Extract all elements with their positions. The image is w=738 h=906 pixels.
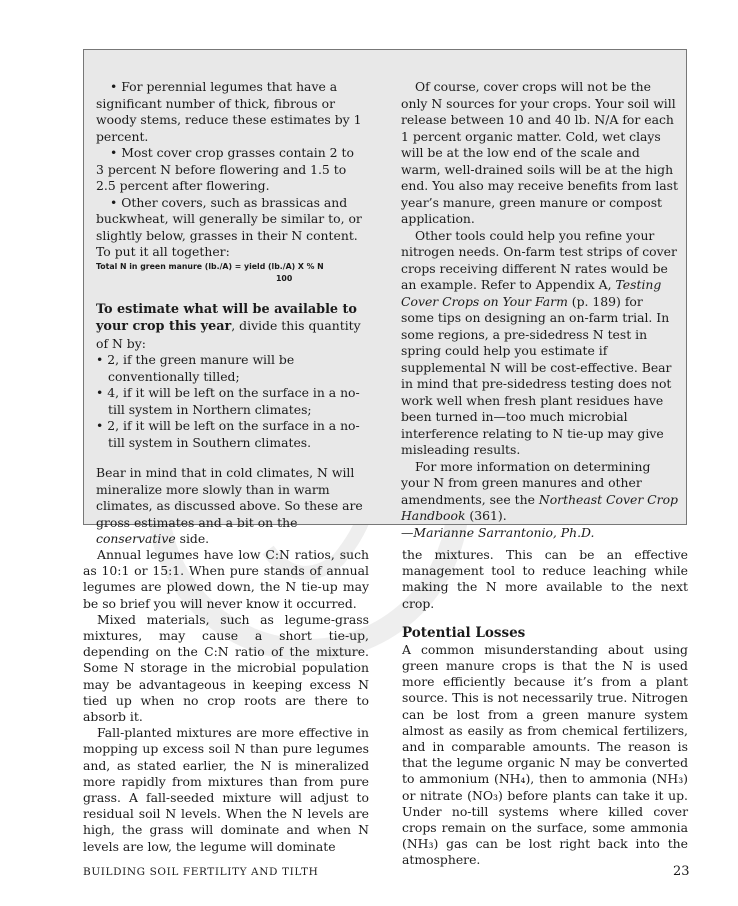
body-paragraph: the mixtures. This can be an effective management tool to reduce leaching while making the N more available to the next crop. bbox=[402, 547, 688, 611]
author-name: —Marianne Sarrantonio, Ph.D. bbox=[401, 524, 595, 540]
handbook-title: Northeast Cover Crop Handbook bbox=[401, 491, 678, 523]
body-paragraph: Fall-planted mixtures are more effective in mopping up excess soil N than pure legumes and, as stated earlier, the N is mineralized more rapidly from mixtures than from pure grass. A fall-seeded mixture will adjust to residual soil N levels. When the N levels are high, the grass will dominate and when N levels are low, the legume will dominate bbox=[83, 725, 369, 854]
formula-numerator: Total N in green manure (lb./A) = yield (lb./A) X % N bbox=[96, 261, 324, 271]
sidebar-paragraph: Of course, cover crops will not be the only N sources for your crops. Your soil will release between 10 and 40 lb. N/A for each 1 percent organic matter. Cold, wet clays will be at the low end of the scale and warm, well-drained soils will be at the high end. You also may receive benefits from last year’s manure, green manure or compost application. bbox=[401, 79, 679, 226]
closing-emphasis: conservative bbox=[96, 531, 176, 546]
closing-text: Bear in mind that in cold climates, N will mineralize more slowly than in warm climates, as discussed above. So these are gross estimates and a bit on the bbox=[96, 465, 363, 530]
estimate-rest: , divide this quantity of N by: bbox=[96, 318, 361, 351]
paragraph-text: (p. 189) for some tips on designing an on-farm trial. In some regions, a pre-sidedress N test in spring could help you estimate if supplemental N will be cost-effective. Bear in mind that pre-sidedress testing does not work well when fresh plant residues have been turned in—too much microbial interference relating to N tie-up may give misleading results. bbox=[401, 293, 672, 457]
sidebar-paragraph: • For perennial legumes that have a significant number of thick, fibrous or woody stems, reduce these estimates by 1 percent. bbox=[96, 79, 362, 144]
main-right-column bbox=[402, 547, 688, 869]
sidebar-right-column bbox=[401, 79, 679, 541]
sidebar-paragraph bbox=[401, 228, 679, 459]
estimate-paragraph bbox=[96, 301, 364, 353]
sidebar-paragraph: • Most cover crop grasses contain 2 to 3 percent N before flowering and 1.5 to 2.5 percent after flowering. bbox=[96, 145, 354, 193]
body-paragraph: Annual legumes have low C:N ratios, such as 10:1 or 15:1. When pure stands of annual legumes are plowed down, the N tie-up may be so brief you will never know it occurred. bbox=[83, 547, 369, 611]
paragraph-text: For more information on determining your N from green manures and other amendments, see the bbox=[401, 458, 651, 507]
footer-section-title: BUILDING SOIL FERTILITY AND TILTH bbox=[83, 866, 319, 878]
page-number: 23 bbox=[673, 864, 690, 879]
sidebar-left-column bbox=[96, 79, 364, 548]
appendix-title: Testing Cover Crops on Your Farm bbox=[401, 277, 662, 309]
formula-denominator: 100 bbox=[276, 273, 293, 283]
sidebar-box bbox=[83, 49, 687, 546]
body-paragraph: A common misunderstanding about using green manure crops is that the N is used more efficiently because it’s from a plant source. This is not necessarily true. Nitrogen can be lost from a green manure system almost as easily as from chemical fertilizers, and in comparable amounts. The reason is that the legume organic N may be converted to ammonium (NH₄), then to ammonia (NH₃) or nitrate (NO₃) before plants can take it up. Under no-till systems where killed cover crops remain on the surface, some ammonia (NH₃) gas can be lost right back into the atmosphere. bbox=[402, 641, 688, 868]
paragraph-text: (361). bbox=[465, 508, 507, 523]
nitrogen-formula bbox=[96, 261, 364, 285]
sidebar-paragraph bbox=[401, 459, 679, 525]
sidebar-paragraph: • Other covers, such as brassicas and buckwheat, will generally be similar to, or slightly below, grasses in their N content. To put it all together: bbox=[96, 194, 362, 259]
estimate-lead: To estimate what will be available to your crop this year bbox=[96, 301, 357, 334]
section-heading: Potential Losses bbox=[402, 624, 526, 641]
body-paragraph: Mixed materials, such as legume-grass mixtures, may cause a short tie-up, depending on the C:N ratio of the mixture. Some N storage in the microbial population may be advantageous in keeping excess N tied up when no crop roots are there to absorb it. bbox=[83, 611, 369, 725]
closing-end: side. bbox=[175, 531, 210, 546]
bullet-item: • 4, if it will be left on the surface in a no-till system in Northern climates; bbox=[96, 385, 360, 417]
closing-paragraph bbox=[96, 465, 364, 548]
main-left-column bbox=[83, 547, 369, 855]
paragraph-text: Other tools could help you refine your nitrogen needs. On-farm test strips of cover crops receiving different N rates would be an example. Refer to Appendix A, bbox=[401, 227, 677, 292]
bullet-item: • 2, if it will be left on the surface in a no-till system in Southern climates. bbox=[96, 418, 360, 450]
bullet-item: • 2, if the green manure will be conventionally tilled; bbox=[96, 352, 295, 384]
author-credit bbox=[401, 525, 679, 542]
